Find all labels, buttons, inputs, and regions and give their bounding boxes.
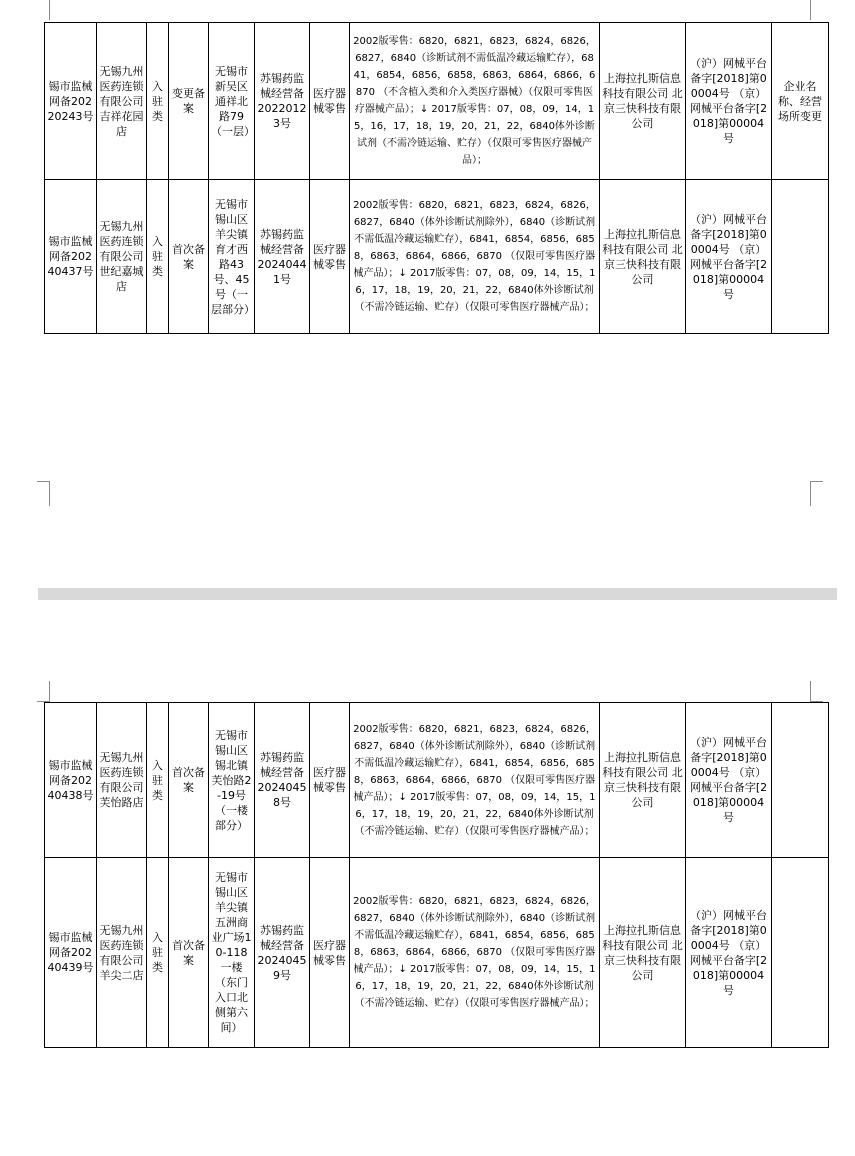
corner-mark bbox=[37, 481, 50, 506]
corner-mark bbox=[810, 481, 823, 506]
record-number-cell: 锡市监械网备20240438号 bbox=[45, 703, 97, 858]
filing-type-cell: 首次备案 bbox=[169, 858, 209, 1048]
business-scope-cell: 2002版零售：6820，6821，6823，6824，6826，6827，6840（体外诊断试剂除外），6840（诊断试剂不需低温冷藏运输贮存），6841，6854，6856，6858，6863，6864，6866，6870 （仅限可零售医疗器械产品）；↓ 2017版零售：07，08，09，14，15，16，17，18，19，20，21，22，6840体外诊断试剂（不需冷链运输、贮存）（仅限可零售医疗器械产品）； bbox=[350, 180, 600, 334]
corner-mark bbox=[37, 681, 50, 702]
business-type-cell: 医疗器械零售 bbox=[310, 23, 350, 180]
record-number-cell: 锡市监械网备20240437号 bbox=[45, 180, 97, 334]
platform-record-cell: （沪）网械平台备字[2018]第00004号 （京）网械平台备字[2018]第00004号 bbox=[686, 703, 772, 858]
business-scope-cell: 2002版零售：6820，6821，6823，6824，6826，6827，6840（诊断试剂不需低温冷藏运输贮存），6841，6854，6856，6858，6863，6864，6866，6870 （不含植入类和介入类医疗器械）（仅限可零售医疗器械产品）；↓ 2017版零售：07，08，09，14，15，16，17，18，19，20，21，22，6840体外诊断试剂（不需冷链运输、贮存）（仅限可零售医疗器械产品）； bbox=[350, 23, 600, 180]
remark-cell: 企业名称、经营场所变更 bbox=[772, 23, 829, 180]
platform-cell: 上海拉扎斯信息科技有限公司 北京三快科技有限公司 bbox=[600, 23, 686, 180]
business-type-cell: 医疗器械零售 bbox=[310, 180, 350, 334]
platform-cell: 上海拉扎斯信息科技有限公司 北京三快科技有限公司 bbox=[600, 180, 686, 334]
category-cell: 入驻类 bbox=[147, 180, 169, 334]
company-name-cell: 无锡九州医药连锁有限公司世纪嘉城店 bbox=[97, 180, 147, 334]
business-scope-cell: 2002版零售：6820，6821，6823，6824，6826，6827，6840（体外诊断试剂除外），6840（诊断试剂不需低温冷藏运输贮存），6841，6854，6856，6858，6863，6864，6866，6870 （仅限可零售医疗器械产品）；↓ 2017版零售：07，08，09，14，15，16，17，18，19，20，21，22，6840体外诊断试剂（不需冷链运输、贮存）（仅限可零售医疗器械产品）； bbox=[350, 858, 600, 1048]
category-cell: 入驻类 bbox=[147, 703, 169, 858]
platform-record-cell: （沪）网械平台备字[2018]第00004号 （京）网械平台备字[2018]第00004号 bbox=[686, 858, 772, 1048]
filing-table-page-2 bbox=[44, 702, 829, 1048]
business-type-cell: 医疗器械零售 bbox=[310, 858, 350, 1048]
business-scope-cell: 2002版零售：6820，6821，6823，6824，6826，6827，6840（体外诊断试剂除外），6840（诊断试剂不需低温冷藏运输贮存），6841，6854，6856，6858，6863，6864，6866，6870 （仅限可零售医疗器械产品）；↓ 2017版零售：07，08，09，14，15，16，17，18，19，20，21，22，6840体外诊断试剂（不需冷链运输、贮存）（仅限可零售医疗器械产品）； bbox=[350, 703, 600, 858]
filing-type-cell: 首次备案 bbox=[169, 703, 209, 858]
corner-mark bbox=[37, 0, 50, 20]
corner-mark bbox=[810, 0, 823, 20]
table-row bbox=[45, 23, 829, 180]
table-row bbox=[45, 703, 829, 858]
address-cell: 无锡市锡山区锡北镇芙怡路2-19号（一楼部分） bbox=[209, 703, 255, 858]
record-number-cell: 锡市监械网备20220243号 bbox=[45, 23, 97, 180]
filing-table-page-1 bbox=[44, 22, 829, 334]
record-number-cell: 锡市监械网备20240439号 bbox=[45, 858, 97, 1048]
remark-cell bbox=[772, 703, 829, 858]
page-gap bbox=[38, 588, 837, 600]
company-name-cell: 无锡九州医药连锁有限公司吉祥花园店 bbox=[97, 23, 147, 180]
platform-record-cell: （沪）网械平台备字[2018]第00004号 （京）网械平台备字[2018]第00004号 bbox=[686, 180, 772, 334]
license-number-cell: 苏锡药监械经营备20240458号 bbox=[255, 703, 310, 858]
address-cell: 无锡市锡山区羊尖镇五洲商业广场10-118一楼（东门入口北侧第六间） bbox=[209, 858, 255, 1048]
platform-record-cell: （沪）网械平台备字[2018]第00004号 （京）网械平台备字[2018]第00004号 bbox=[686, 23, 772, 180]
remark-cell bbox=[772, 180, 829, 334]
filing-type-cell: 变更备案 bbox=[169, 23, 209, 180]
table-row bbox=[45, 180, 829, 334]
license-number-cell: 苏锡药监械经营备20240459号 bbox=[255, 858, 310, 1048]
business-type-cell: 医疗器械零售 bbox=[310, 703, 350, 858]
company-name-cell: 无锡九州医药连锁有限公司芙怡路店 bbox=[97, 703, 147, 858]
platform-cell: 上海拉扎斯信息科技有限公司 北京三快科技有限公司 bbox=[600, 858, 686, 1048]
license-number-cell: 苏锡药监械经营备20240441号 bbox=[255, 180, 310, 334]
category-cell: 入驻类 bbox=[147, 23, 169, 180]
license-number-cell: 苏锡药监械经营备20220123号 bbox=[255, 23, 310, 180]
category-cell: 入驻类 bbox=[147, 858, 169, 1048]
filing-type-cell: 首次备案 bbox=[169, 180, 209, 334]
address-cell: 无锡市新吴区通祥北路79（一层） bbox=[209, 23, 255, 180]
corner-mark bbox=[810, 681, 823, 702]
address-cell: 无锡市锡山区羊尖镇育才西路43号、45号（一层部分） bbox=[209, 180, 255, 334]
remark-cell bbox=[772, 858, 829, 1048]
table-row bbox=[45, 858, 829, 1048]
platform-cell: 上海拉扎斯信息科技有限公司 北京三快科技有限公司 bbox=[600, 703, 686, 858]
company-name-cell: 无锡九州医药连锁有限公司羊尖二店 bbox=[97, 858, 147, 1048]
